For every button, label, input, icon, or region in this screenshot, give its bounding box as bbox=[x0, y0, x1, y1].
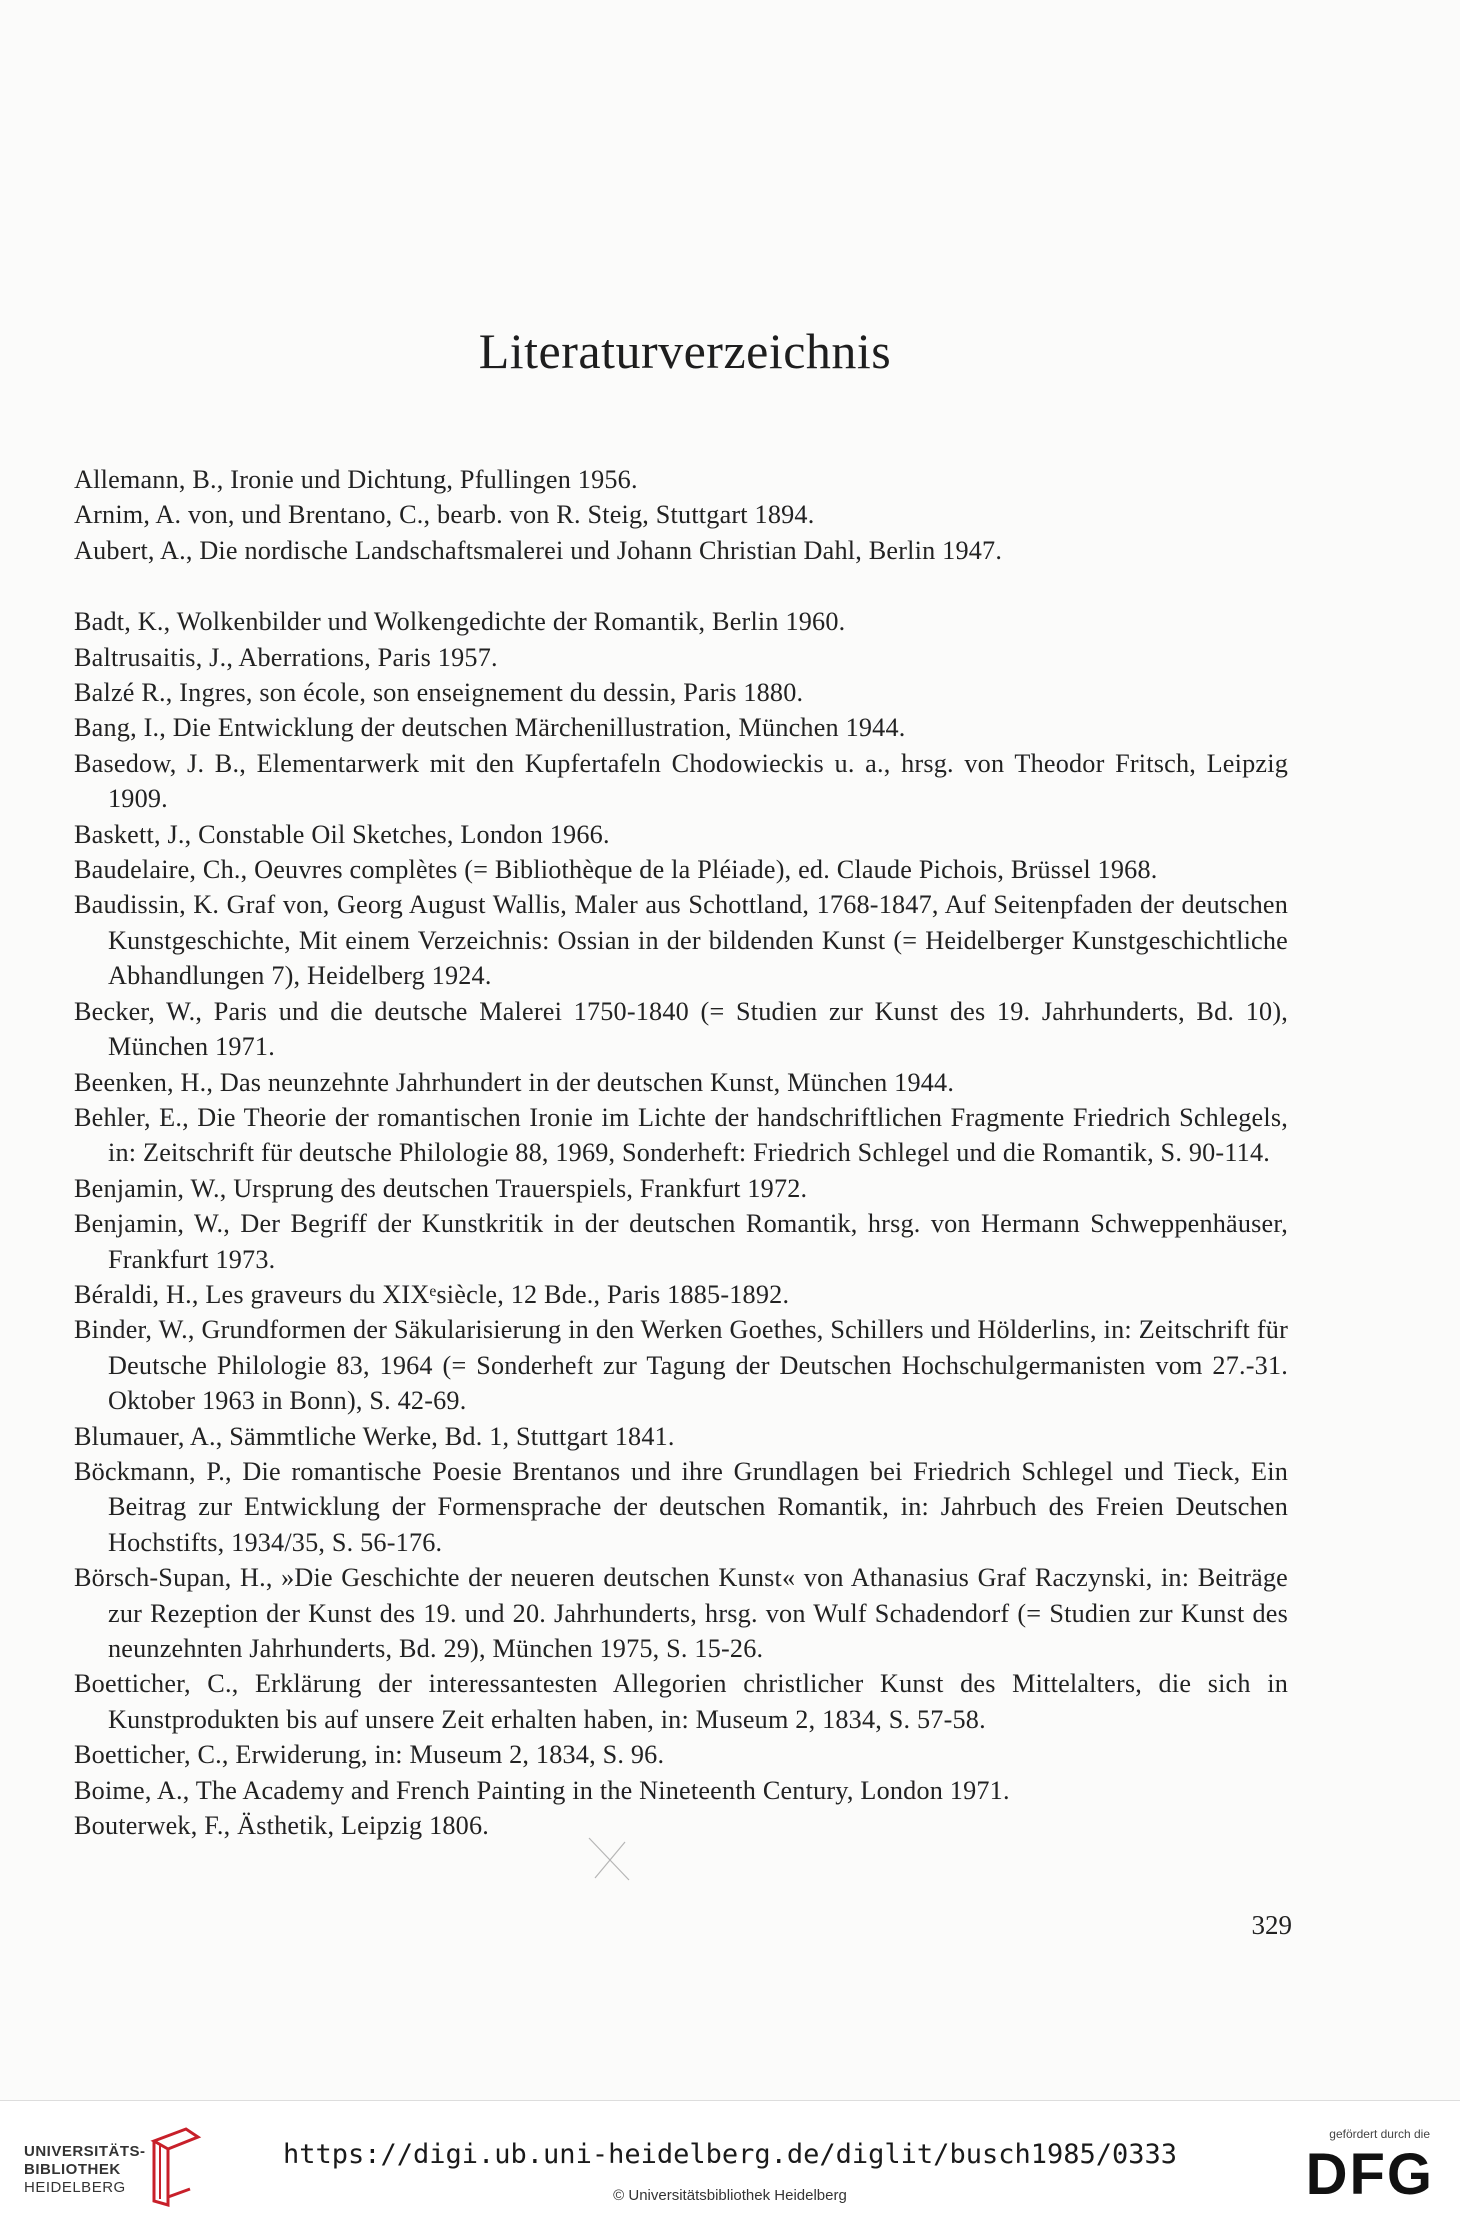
dfg-logo: DFG bbox=[1305, 2142, 1434, 2207]
bibliography-entry: Bang, I., Die Entwicklung der deutschen Märchenillustration, München 1944. bbox=[74, 713, 906, 743]
bibliography-entry: Benjamin, W., Ursprung des deutschen Trauerspiels, Frankfurt 1972. bbox=[74, 1173, 808, 1203]
bibliography-entry: Blumauer, A., Sämmtliche Werke, Bd. 1, Stuttgart 1841. bbox=[74, 1421, 675, 1451]
bibliography-entry: Beenken, H., Das neunzehnte Jahrhundert in der deutschen Kunst, München 1944. bbox=[74, 1067, 955, 1097]
bibliography-entry: Bouterwek, F., Ästhetik, Leipzig 1806. bbox=[74, 1811, 489, 1841]
bibliography-entry: Allemann, B., Ironie und Dichtung, Pfullingen 1956. bbox=[74, 465, 638, 494]
bibliography-entry: Baudissin, K. Graf von, Georg August Wallis, Maler aus Schottland, 1768-1847, Auf Seitenpfaden der deutschen Kunstgeschichte, Mit einem Verzeichnis: Ossian in der bildenden Kunst (= Heidelberger Kunstgeschichtliche Abhandlungen 7), Heidelberg 1924. bbox=[74, 890, 1288, 991]
copyright-notice: © Universitätsbibliothek Heidelberg bbox=[613, 2187, 847, 2204]
bibliography-entry: Binder, W., Grundformen der Säkularisierung in den Werken Goethes, Schillers und Hölderlins, in: Zeitschrift für Deutsche Philologie 83, 1964 (= Sonderheft zur Tagung der Deutschen Hochschulgermanisten vom 27.-31. Oktober 1963 in Bonn), S. 42-69. bbox=[74, 1315, 1288, 1416]
bibliography-entry: Boetticher, C., Erklärung der interessantesten Allegorien christlicher Kunst des Mittelalters, die sich in Kunstprodukten bis auf unsere Zeit erhalten haben, in: Museum 2, 1834, S. 57-58. bbox=[74, 1669, 1288, 1734]
bibliography-entry: Béraldi, H., Les graveurs du XIXᵉsiècle, 12 Bde., Paris 1885-1892. bbox=[74, 1279, 790, 1309]
library-line-3: HEIDELBERG bbox=[24, 2179, 126, 2196]
bibliography-list bbox=[74, 462, 1288, 1843]
pencil-mark-icon bbox=[585, 1836, 635, 1882]
bibliography-entry: Benjamin, W., Der Begriff der Kunstkritik in der deutschen Romantik, hrsg. von Hermann Schweppenhäuser, Frankfurt 1973. bbox=[74, 1209, 1288, 1274]
group-spacer bbox=[74, 568, 1288, 604]
source-url-link[interactable]: https://digi.ub.uni-heidelberg.de/diglit/busch1985/0333 bbox=[282, 2139, 1178, 2170]
bibliography-entry: Balzé R., Ingres, son école, son enseignement du dessin, Paris 1880. bbox=[74, 678, 804, 708]
bibliography-entry: Arnim, A. von, und Brentano, C., bearb. von R. Steig, Stuttgart 1894. bbox=[74, 500, 815, 530]
page-title: Literaturverzeichnis bbox=[478, 323, 892, 379]
page-number: 329 bbox=[1251, 1910, 1292, 1940]
bibliography-entry: Böckmann, P., Die romantische Poesie Brentanos und ihre Grundlagen bei Friedrich Schlegel und Tieck, Ein Beitrag zur Entwicklung der Formensprache der deutschen Romantik, in: Jahrbuch des Freien Deutschen Hochstifts, 1934/35, S. 56-176. bbox=[74, 1456, 1288, 1557]
library-line-1: UNIVERSITÄTS- bbox=[24, 2143, 146, 2160]
bibliography-entry: Baltrusaitis, J., Aberrations, Paris 1957. bbox=[74, 642, 498, 672]
bibliography-entry: Baskett, J., Constable Oil Sketches, London 1966. bbox=[74, 819, 610, 849]
bibliography-entry: Badt, K., Wolkenbilder und Wolkengedichte der Romantik, Berlin 1960. bbox=[74, 607, 846, 637]
bibliography-entry: Becker, W., Paris und die deutsche Malerei 1750-1840 (= Studien zur Kunst des 19. Jahrhunderts, Bd. 10), München 1971. bbox=[74, 996, 1288, 1062]
library-line-2: BIBLIOTHEK bbox=[24, 2161, 121, 2178]
bibliography-entry: Boetticher, C., Erwiderung, in: Museum 2, 1834, S. 96. bbox=[74, 1740, 665, 1770]
bibliography-entry: Aubert, A., Die nordische Landschaftsmalerei und Johann Christian Dahl, Berlin 1947. bbox=[74, 535, 1003, 565]
bibliography-entry: Basedow, J. B., Elementarwerk mit den Kupfertafeln Chodowieckis u. a., hrsg. von Theodor Fritsch, Leipzig 1909. bbox=[74, 748, 1288, 814]
bibliography-entry: Baudelaire, Ch., Oeuvres complètes (= Bibliothèque de la Pléiade), ed. Claude Pichois, Brüssel 1968. bbox=[74, 855, 1158, 885]
funding-note: gefördert durch die bbox=[1329, 2127, 1430, 2141]
bibliography-entry: Behler, E., Die Theorie der romantischen Ironie im Lichte der handschriftlichen Fragmente Friedrich Schlegels, in: Zeitschrift für deutsche Philologie 88, 1969, Sonderheft: Friedrich Schlegel und die Romantik, S. 90-114. bbox=[74, 1102, 1288, 1168]
bibliography-entry: Börsch-Supan, H., »Die Geschichte der neueren deutschen Kunst« von Athanasius Graf Raczynski, in: Beiträge zur Rezeption der Kunst des 19. und 20. Jahrhunderts, hrsg. von Wulf Schadendorf (= Studien zur Kunst des neunzehnten Jahrhunderts, Bd. 29), München 1975, S. 15-26. bbox=[74, 1563, 1288, 1663]
footer-bar bbox=[0, 2100, 1460, 2217]
bibliography-entry: Boime, A., The Academy and French Painting in the Nineteenth Century, London 1971. bbox=[74, 1775, 1010, 1805]
